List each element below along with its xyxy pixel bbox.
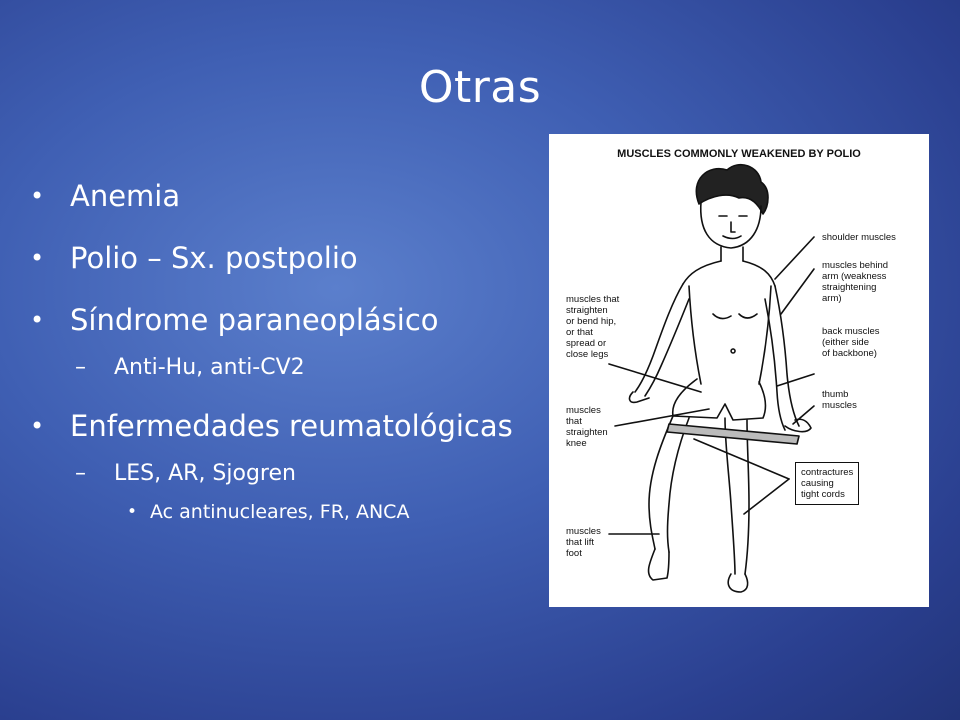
label-hip-muscles: muscles that straighten or bend hip, or that spread or close legs: [566, 294, 620, 360]
label-thumb-muscles: thumb muscles: [822, 389, 857, 411]
label-back-muscles: back muscles (either side of backbone): [822, 326, 880, 359]
label-shoulder-muscles: shoulder muscles: [822, 232, 896, 243]
bullet-list: [30, 178, 550, 524]
label-knee-muscles: muscles that straighten knee: [566, 405, 608, 449]
sub-bullet-les-ar-sjogren: – LES, AR, Sjogren: [30, 460, 550, 488]
label-foot-muscles: muscles that lift foot: [566, 526, 601, 559]
bullet-paraneoplastic: • Síndrome paraneoplásico: [30, 302, 550, 338]
polio-muscles-figure: [549, 134, 929, 607]
bullet-polio: • Polio – Sx. postpolio: [30, 240, 550, 276]
boy-illustration: [549, 134, 929, 607]
bullet-anemia: • Anemia: [30, 178, 550, 214]
subsub-bullet-ac: • Ac antinucleares, FR, ANCA: [30, 500, 550, 524]
label-contractures: contractures causing tight cords: [795, 462, 859, 505]
bullet-rheumatologic: • Enfermedades reumatológicas: [30, 408, 550, 444]
slide-title: Otras: [418, 62, 542, 113]
label-muscles-behind-arm: muscles behind arm (weakness straightening arm): [822, 260, 889, 304]
sub-bullet-antibodies: – Anti-Hu, anti-CV2: [30, 354, 550, 382]
figure-title: MUSCLES COMMONLY WEAKENED BY POLIO: [617, 148, 861, 160]
